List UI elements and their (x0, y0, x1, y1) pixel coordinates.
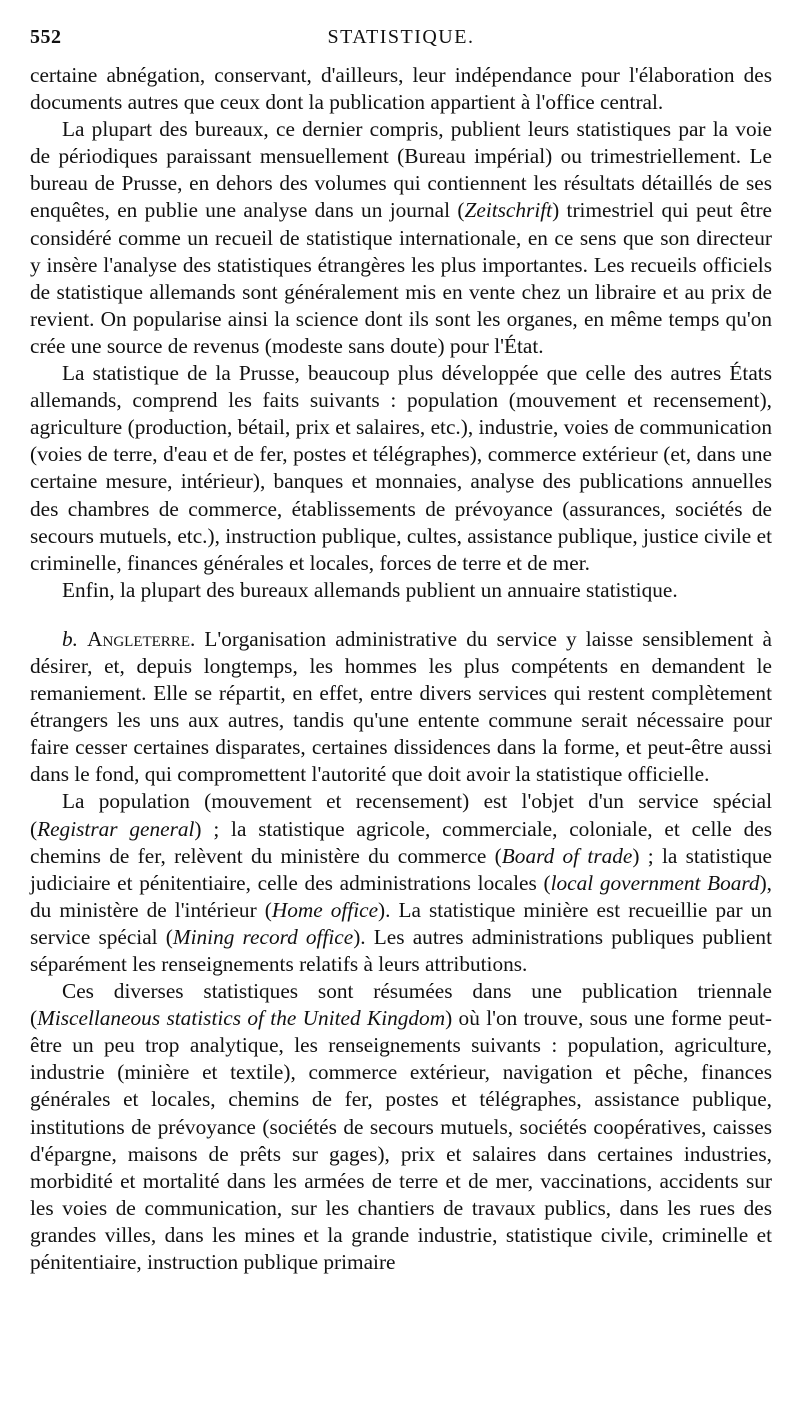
paragraph-text: La statistique de la Prusse, beaucoup plus développée que celle des autres États allemands, comprend les faits suivants : population (mouvement et recensement), agriculture (production, bétail, prix et salaires, etc.), industrie, voies de communication (voies de terre, d'eau et de fer, postes et télégraphes), commerce extérieur (et, dans une certaine mesure, intérieur), banques et monnaies, analyse des publications annuelles des chambres de commerce, établissements de prévoyance (assurances, sociétés de secours mutuels, etc.), instruction publique, cultes, assistance publique, justice civile et criminelle, finances générales et locales, forces de terre et de mer. (30, 361, 772, 575)
paragraph-text: ). Les autres administrations publiques publient séparément les renseignements relatifs à leurs attributions. (30, 924, 772, 976)
italic-term: Zeitschrift (464, 198, 553, 223)
paragraph-text: ) ; la statistique judiciaire et pénitentiaire, celle des administrations locales ( (30, 843, 772, 895)
paragraph-annuaire (30, 577, 772, 604)
italic-term: Registrar general (37, 816, 195, 841)
paragraph-text: La population (mouvement et recensement) est l'objet d'un service spécial ( (30, 789, 772, 841)
section-label: b. (62, 626, 78, 651)
document-page (30, 22, 772, 1276)
paragraph-miscellaneous-statistics (30, 978, 772, 1276)
running-title: STATISTIQUE. (327, 26, 475, 48)
paragraph-continuation (30, 62, 772, 116)
body-text (30, 62, 772, 1276)
page-number: 552 (30, 26, 62, 48)
paragraph-england-section (30, 626, 772, 789)
paragraph-text: Ces diverses statistiques sont résumées dans une publication triennale ( (30, 979, 772, 1031)
paragraph-text: ) trimestriel qui peut être considéré comme un recueil de statistique internationale, en ce sens que son directeur y insère l'analyse des statistiques étrangères les plus importantes. Les recueils officiels de statistique allemands sont généralement mis en vente chez un libraire et au prix de revient. On popularise ainsi la science dont ils sont les organes, en même temps qu'on crée une source de revenus (modeste sans doute) pour l'État. (30, 198, 772, 358)
paragraph-text: ). La statistique minière est recueillie par un service spécial ( (30, 897, 772, 949)
paragraph-text: ), du ministère de l'intérieur ( (30, 870, 772, 922)
paragraph-prussia-bureaux (30, 116, 772, 360)
paragraph-text: La plupart des bureaux, ce dernier compris, publient leurs statistiques par la voie de périodiques paraissant mensuellement (Bureau impérial) ou trimestriellement. Le bureau de Prusse, en dehors des volumes qui contiennent les résultats détaillés de ses enquêtes, en publie une analyse dans un journal ( (30, 117, 772, 223)
paragraph-text: Enfin, la plupart des bureaux allemands publient un annuaire statistique. (62, 577, 678, 602)
paragraph-england-services (30, 788, 772, 978)
section-title: Angleterre. (87, 626, 196, 651)
paragraph-text: ) ; la statistique agricole, commerciale, coloniale, et celle des chemins de fer, relèvent du ministère du commerce ( (30, 816, 772, 868)
italic-term: Mining record office (172, 924, 354, 949)
italic-term: Home office (271, 897, 379, 922)
italic-term: local government Board (550, 870, 760, 895)
italic-term: Board of trade (501, 843, 633, 868)
section-gap (30, 604, 772, 626)
paragraph-prussia-statistics (30, 360, 772, 577)
paragraph-text: L'organisation administrative du service y laisse sensiblement à désirer, et, depuis longtemps, les hommes les plus compétents en demandent le remaniement. Elle se répartit, en effet, entre divers services qui restent complètement étrangers les uns aux autres, tandis qu'une entente commune serait nécessaire pour faire cesser certaines disparates, certaines dissidences dans la forme, et peut-être aussi dans le fond, qui compromettent l'autorité que doit avoir la statistique officielle. (30, 626, 772, 787)
paragraph-text: certaine abnégation, conservant, d'ailleurs, leur indépendance pour l'élaboration des documents autres que ceux dont la publication appartient à l'office central. (30, 63, 772, 115)
paragraph-text: ) où l'on trouve, sous une forme peut-être un peu trop analytique, les renseignements suivants : population, agriculture, industrie (minière et textile), commerce extérieur, navigation et pêche, finances générales et locales, chemins de fer, postes et télégraphes, assistance publique, institutions de prévoyance (sociétés de secours mutuels, sociétés coopératives, caisses d'épargne, maisons de prêts sur gages), prix et salaires dans certaines industries, morbidité et mortalité dans les armées de terre et de mer, vaccinations, accidents sur les voies de communication, sur les chantiers de travaux publics, dans les rues des grandes villes, dans les mines et la grande industrie, statistique civile, criminelle et pénitentiaire, instruction publique primaire (30, 1006, 772, 1275)
page-header (30, 22, 772, 52)
italic-term: Miscellaneous statistics of the United Kingdom (37, 1006, 446, 1031)
